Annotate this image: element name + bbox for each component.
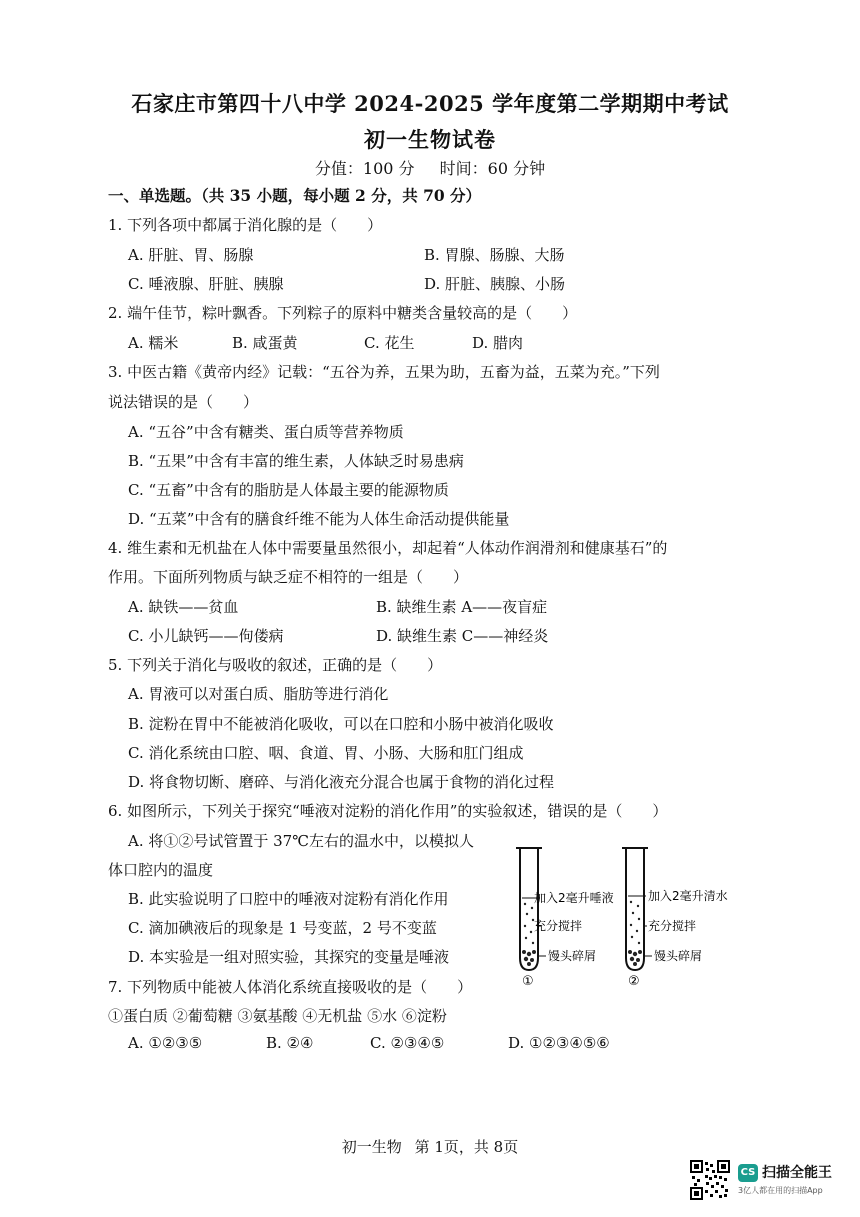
tube2-add-label: 加入2毫升清水 [648, 889, 728, 903]
footer-page-number: 第 1页，共 8页 [414, 1138, 519, 1156]
q7-option-a: A. ①②③⑤ [128, 1034, 203, 1052]
q6-option-a-line1: A. 将①②号试管置于 37℃左右的温水中，以模拟人 [128, 832, 475, 850]
q3-stem-line1: 3. 中医古籍《黄帝内经》记载：“五谷为养，五果为助，五畜为益，五菜为充。”下列 [108, 363, 660, 381]
section-title: 一、单选题。（共 35 小题，每小题 2 分，共 70 分） [108, 186, 482, 205]
q6-option-a-line2: 体口腔内的温度 [108, 861, 214, 879]
q5-option-a: A. 胃液可以对蛋白质、脂肪等进行消化 [128, 685, 389, 703]
q6-option-d: D. 本实验是一组对照实验，其探究的变量是唾液 [128, 948, 450, 966]
q2-stem: 2. 端午佳节，粽叶飘香。下列粽子的原料中糖类含量较高的是（ ） [108, 304, 578, 322]
q1-stem: 1. 下列各项中都属于消化腺的是（ ） [108, 216, 383, 234]
q5-option-d: D. 将食物切断、磨碎、与消化液充分混合也属于食物的消化过程 [128, 773, 555, 791]
score-text: 分值：100 分 [314, 159, 415, 178]
q2-option-a: A. 糯米 [128, 334, 179, 352]
q4-stem-line2: 作用。下面所列物质与缺乏症不相符的一组是（ ） [108, 568, 469, 586]
q7-option-d: D. ①②③④⑤⑥ [508, 1034, 610, 1052]
q4-option-a: A. 缺铁——贫血 [128, 598, 239, 616]
q4-stem-line1: 4. 维生素和无机盐在人体中需要量虽然很小，却起着“人体动作润滑剂和健康基石”的 [108, 539, 668, 557]
q1-option-a: A. 肝脏、胃、肠腺 [128, 246, 254, 264]
tube1-number: ① [522, 974, 534, 989]
q5-option-b: B. 淀粉在胃中不能被消化吸收，可以在口腔和小肠中被消化吸收 [128, 715, 554, 733]
exam-title: 石家庄市第四十八中学 2024-2025 学年度第二学期期中考试 [131, 91, 729, 116]
scanner-brand-name: 扫描全能王 [762, 1165, 832, 1181]
test-tube-2 [622, 848, 652, 970]
q6-option-b: B. 此实验说明了口腔中的唾液对淀粉有消化作用 [128, 890, 449, 908]
q7-option-b: B. ②④ [266, 1034, 314, 1052]
tube1-add-label: 加入2毫升唾液 [534, 891, 614, 905]
q7-option-c: C. ②③④⑤ [370, 1034, 445, 1052]
q1-option-c: C. 唾液腺、肝脏、胰腺 [128, 275, 284, 293]
q3-stem-line2: 说法错误的是（ ） [108, 393, 259, 411]
exam-meta [0, 156, 860, 179]
q4-option-c: C. 小儿缺钙——佝偻病 [128, 627, 284, 645]
q7-stem: 7. 下列物质中能被人体消化系统直接吸收的是（ ） [108, 978, 473, 996]
q2-option-b: B. 咸蛋黄 [232, 334, 298, 352]
q3-option-d: D. “五菜”中含有的膳食纤维不能为人体生命活动提供能量 [128, 510, 510, 528]
q2-option-d: D. 腊肉 [472, 334, 524, 352]
time-text: 时间：60 分钟 [439, 159, 546, 178]
scanner-slogan: 3亿人都在用的扫描App [738, 1186, 823, 1195]
exam-subtitle: 初一生物试卷 [364, 127, 496, 152]
camscanner-logo: CS [738, 1164, 758, 1182]
tube2-stir-label: 充分搅拌 [648, 919, 697, 933]
q6-stem: 6. 如图所示，下列关于探究“唾液对淀粉的消化作用”的实验叙述，错误的是（ ） [108, 802, 668, 820]
q5-option-c: C. 消化系统由口腔、咽、食道、胃、小肠、大肠和肛门组成 [128, 744, 524, 762]
qr-code-icon [690, 1160, 730, 1200]
q5-stem: 5. 下列关于消化与吸收的叙述，正确的是（ ） [108, 656, 443, 674]
q1-option-b: B. 胃腺、肠腺、大肠 [424, 246, 565, 264]
q7-items: ①蛋白质 ②葡萄糖 ③氨基酸 ④无机盐 ⑤水 ⑥淀粉 [108, 1007, 447, 1025]
q3-option-b: B. “五果”中含有丰富的维生素，人体缺乏时易患病 [128, 452, 464, 470]
q4-option-b: B. 缺维生素 A——夜盲症 [376, 598, 548, 616]
tube2-bread-label: 馒头碎屑 [654, 949, 703, 963]
test-tube-1 [516, 848, 546, 970]
footer-subject: 初一生物 [341, 1138, 402, 1156]
test-tube-figure [508, 840, 758, 990]
page-footer [0, 1136, 860, 1157]
q6-option-c: C. 滴加碘液后的现象是 1 号变蓝，2 号不变蓝 [128, 919, 437, 937]
q1-option-d: D. 肝脏、胰腺、小肠 [424, 275, 566, 293]
q3-option-a: A. “五谷”中含有糖类、蛋白质等营养物质 [128, 423, 404, 441]
q3-option-c: C. “五畜”中含有的脂肪是人体最主要的能源物质 [128, 481, 449, 499]
tube1-stir-label: 充分搅拌 [534, 919, 583, 933]
tube2-number: ② [628, 974, 640, 989]
q2-option-c: C. 花生 [364, 334, 415, 352]
tube1-bread-label: 馒头碎屑 [548, 949, 597, 963]
q4-option-d: D. 缺维生素 C——神经炎 [376, 627, 549, 645]
